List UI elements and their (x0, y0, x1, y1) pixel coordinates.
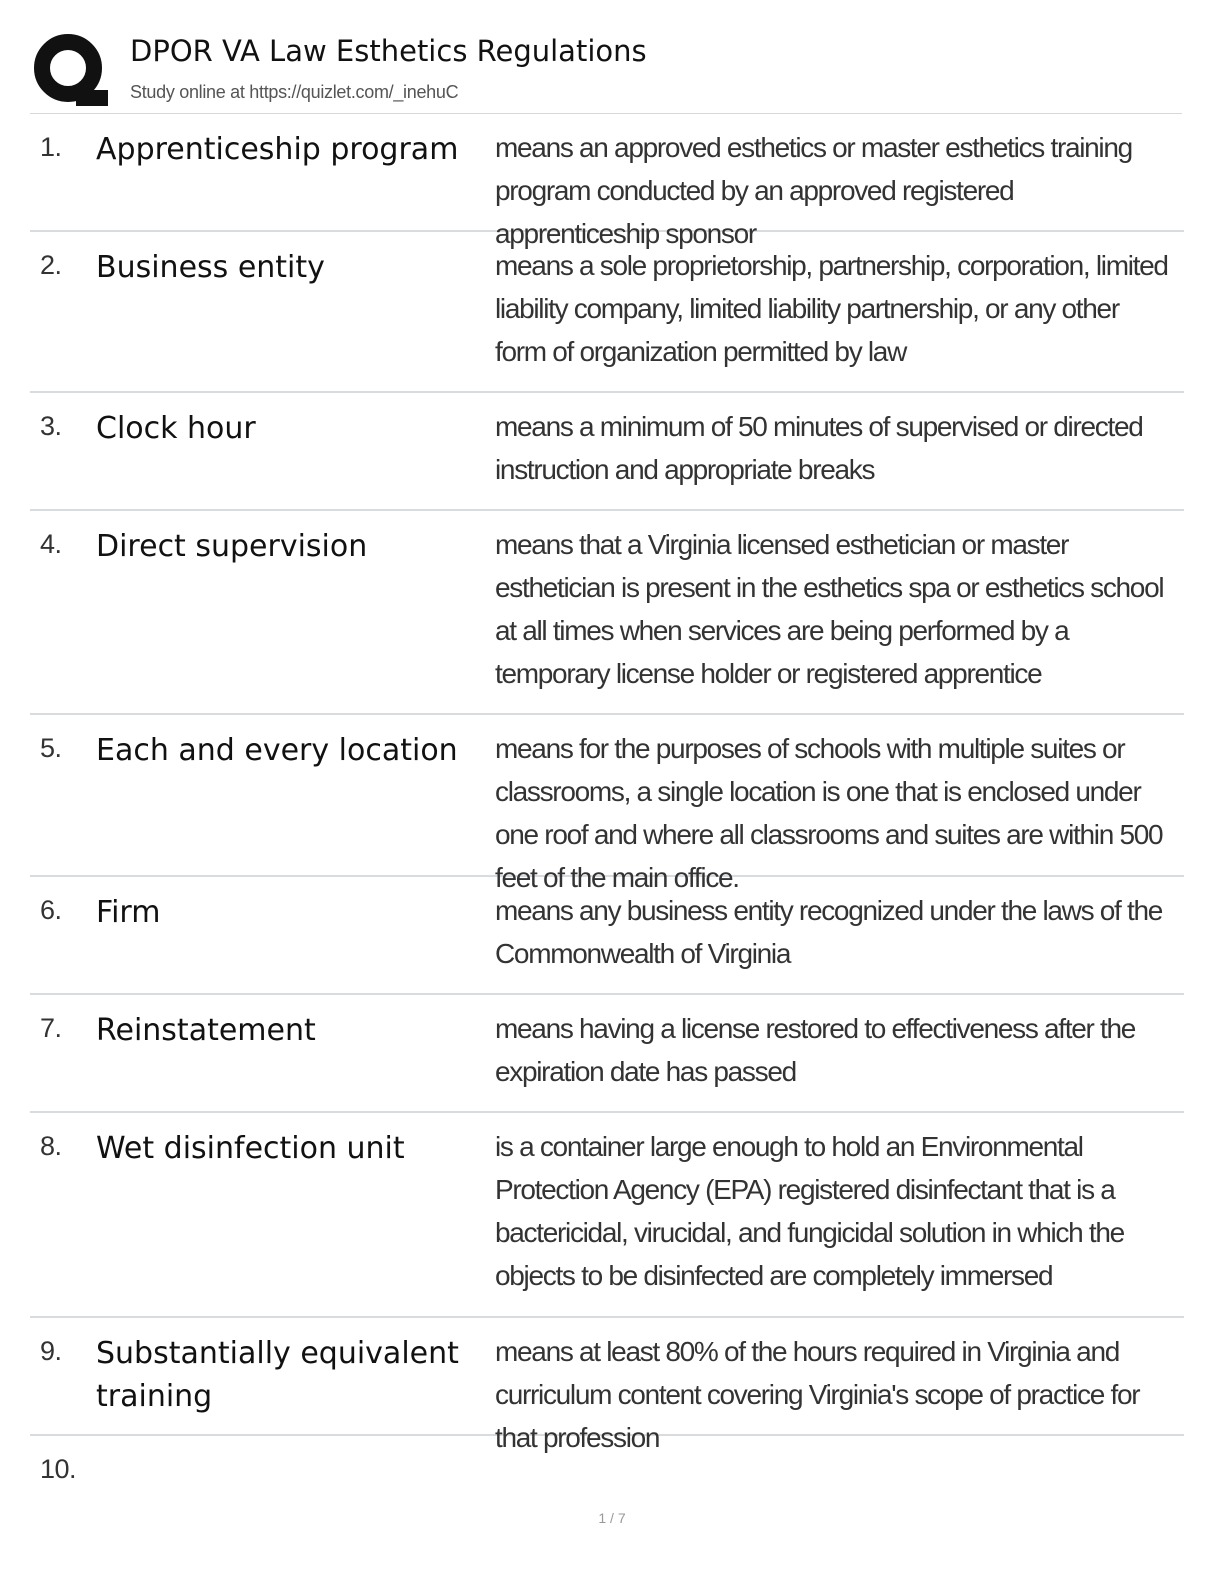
flashcard-row (30, 877, 1184, 995)
flashcard-row (30, 1318, 1184, 1453)
flashcard-row (30, 511, 1184, 715)
flashcard-row (30, 232, 1184, 393)
card-definition: means for the purposes of schools with multiple suites or classrooms, a single location is one that is enclosed under one roof and where all classrooms and suites are within 500 feet of the main office. (495, 733, 1163, 893)
card-definition: means any business entity recognized under the laws of the Commonwealth of Virginia (495, 895, 1163, 969)
card-definition: means that a Virginia licensed esthetician or master esthetician is present in the esthetics spa or esthetics school at all times when services are being performed by a temporary license holder or registered apprentice (495, 529, 1164, 689)
card-number: 1. (40, 132, 62, 162)
card-number: 6. (40, 895, 62, 925)
card-term: Direct supervision (96, 529, 368, 564)
card-term: Firm (96, 895, 161, 930)
card-number: 8. (40, 1131, 62, 1161)
document-title: DPOR VA Law Esthetics Regulations (130, 34, 647, 68)
card-term: Substantially equivalent training (96, 1336, 459, 1414)
study-link-text: Study online at https://quizlet.com/_inehuC (130, 82, 459, 102)
flashcard-row (30, 1436, 1184, 1506)
flashcard-row (30, 393, 1184, 511)
card-number: 9. (40, 1336, 62, 1366)
card-term: Wet disinfection unit (96, 1131, 405, 1166)
flashcard-row (30, 715, 1184, 893)
card-definition: is a container large enough to hold an Environmental Protection Agency (EPA) registered disinfectant that is a bactericidal, virucidal, and fungicidal solution in which the objects to be disinfected are completely immersed (495, 1131, 1124, 1291)
card-term: Reinstatement (96, 1013, 316, 1048)
card-number: 2. (40, 250, 62, 280)
card-number: 5. (40, 733, 62, 763)
card-definition: means an approved esthetics or master esthetics training program conducted by an approved registered apprenticeship sponsor (495, 132, 1132, 249)
flashcard-row (30, 114, 1184, 249)
card-term: Clock hour (96, 411, 256, 446)
quizlet-logo-icon (32, 30, 112, 110)
card-term: Apprenticeship program (96, 132, 459, 167)
card-term: Business entity (96, 250, 325, 285)
card-number: 10. (40, 1454, 77, 1484)
card-definition: means a sole proprietorship, partnership, corporation, limited liability company, limited liability partnership, or any other form of organization permitted by law (495, 250, 1168, 367)
card-definition: means at least 80% of the hours required in Virginia and curriculum content covering Virginia's scope of practice for that profession (495, 1336, 1140, 1453)
card-term: Each and every location (96, 733, 458, 768)
flashcard-list (30, 114, 1184, 1506)
card-number: 4. (40, 529, 62, 559)
card-definition: means having a license restored to effectiveness after the expiration date has passed (495, 1013, 1136, 1087)
flashcard-row (30, 1113, 1184, 1318)
card-number: 7. (40, 1013, 62, 1043)
document-header (30, 26, 1182, 114)
flashcard-row (30, 995, 1184, 1113)
card-number: 3. (40, 411, 62, 441)
card-definition: means a minimum of 50 minutes of supervised or directed instruction and appropriate breaks (495, 411, 1143, 485)
page-number: 1 / 7 (598, 1510, 626, 1526)
